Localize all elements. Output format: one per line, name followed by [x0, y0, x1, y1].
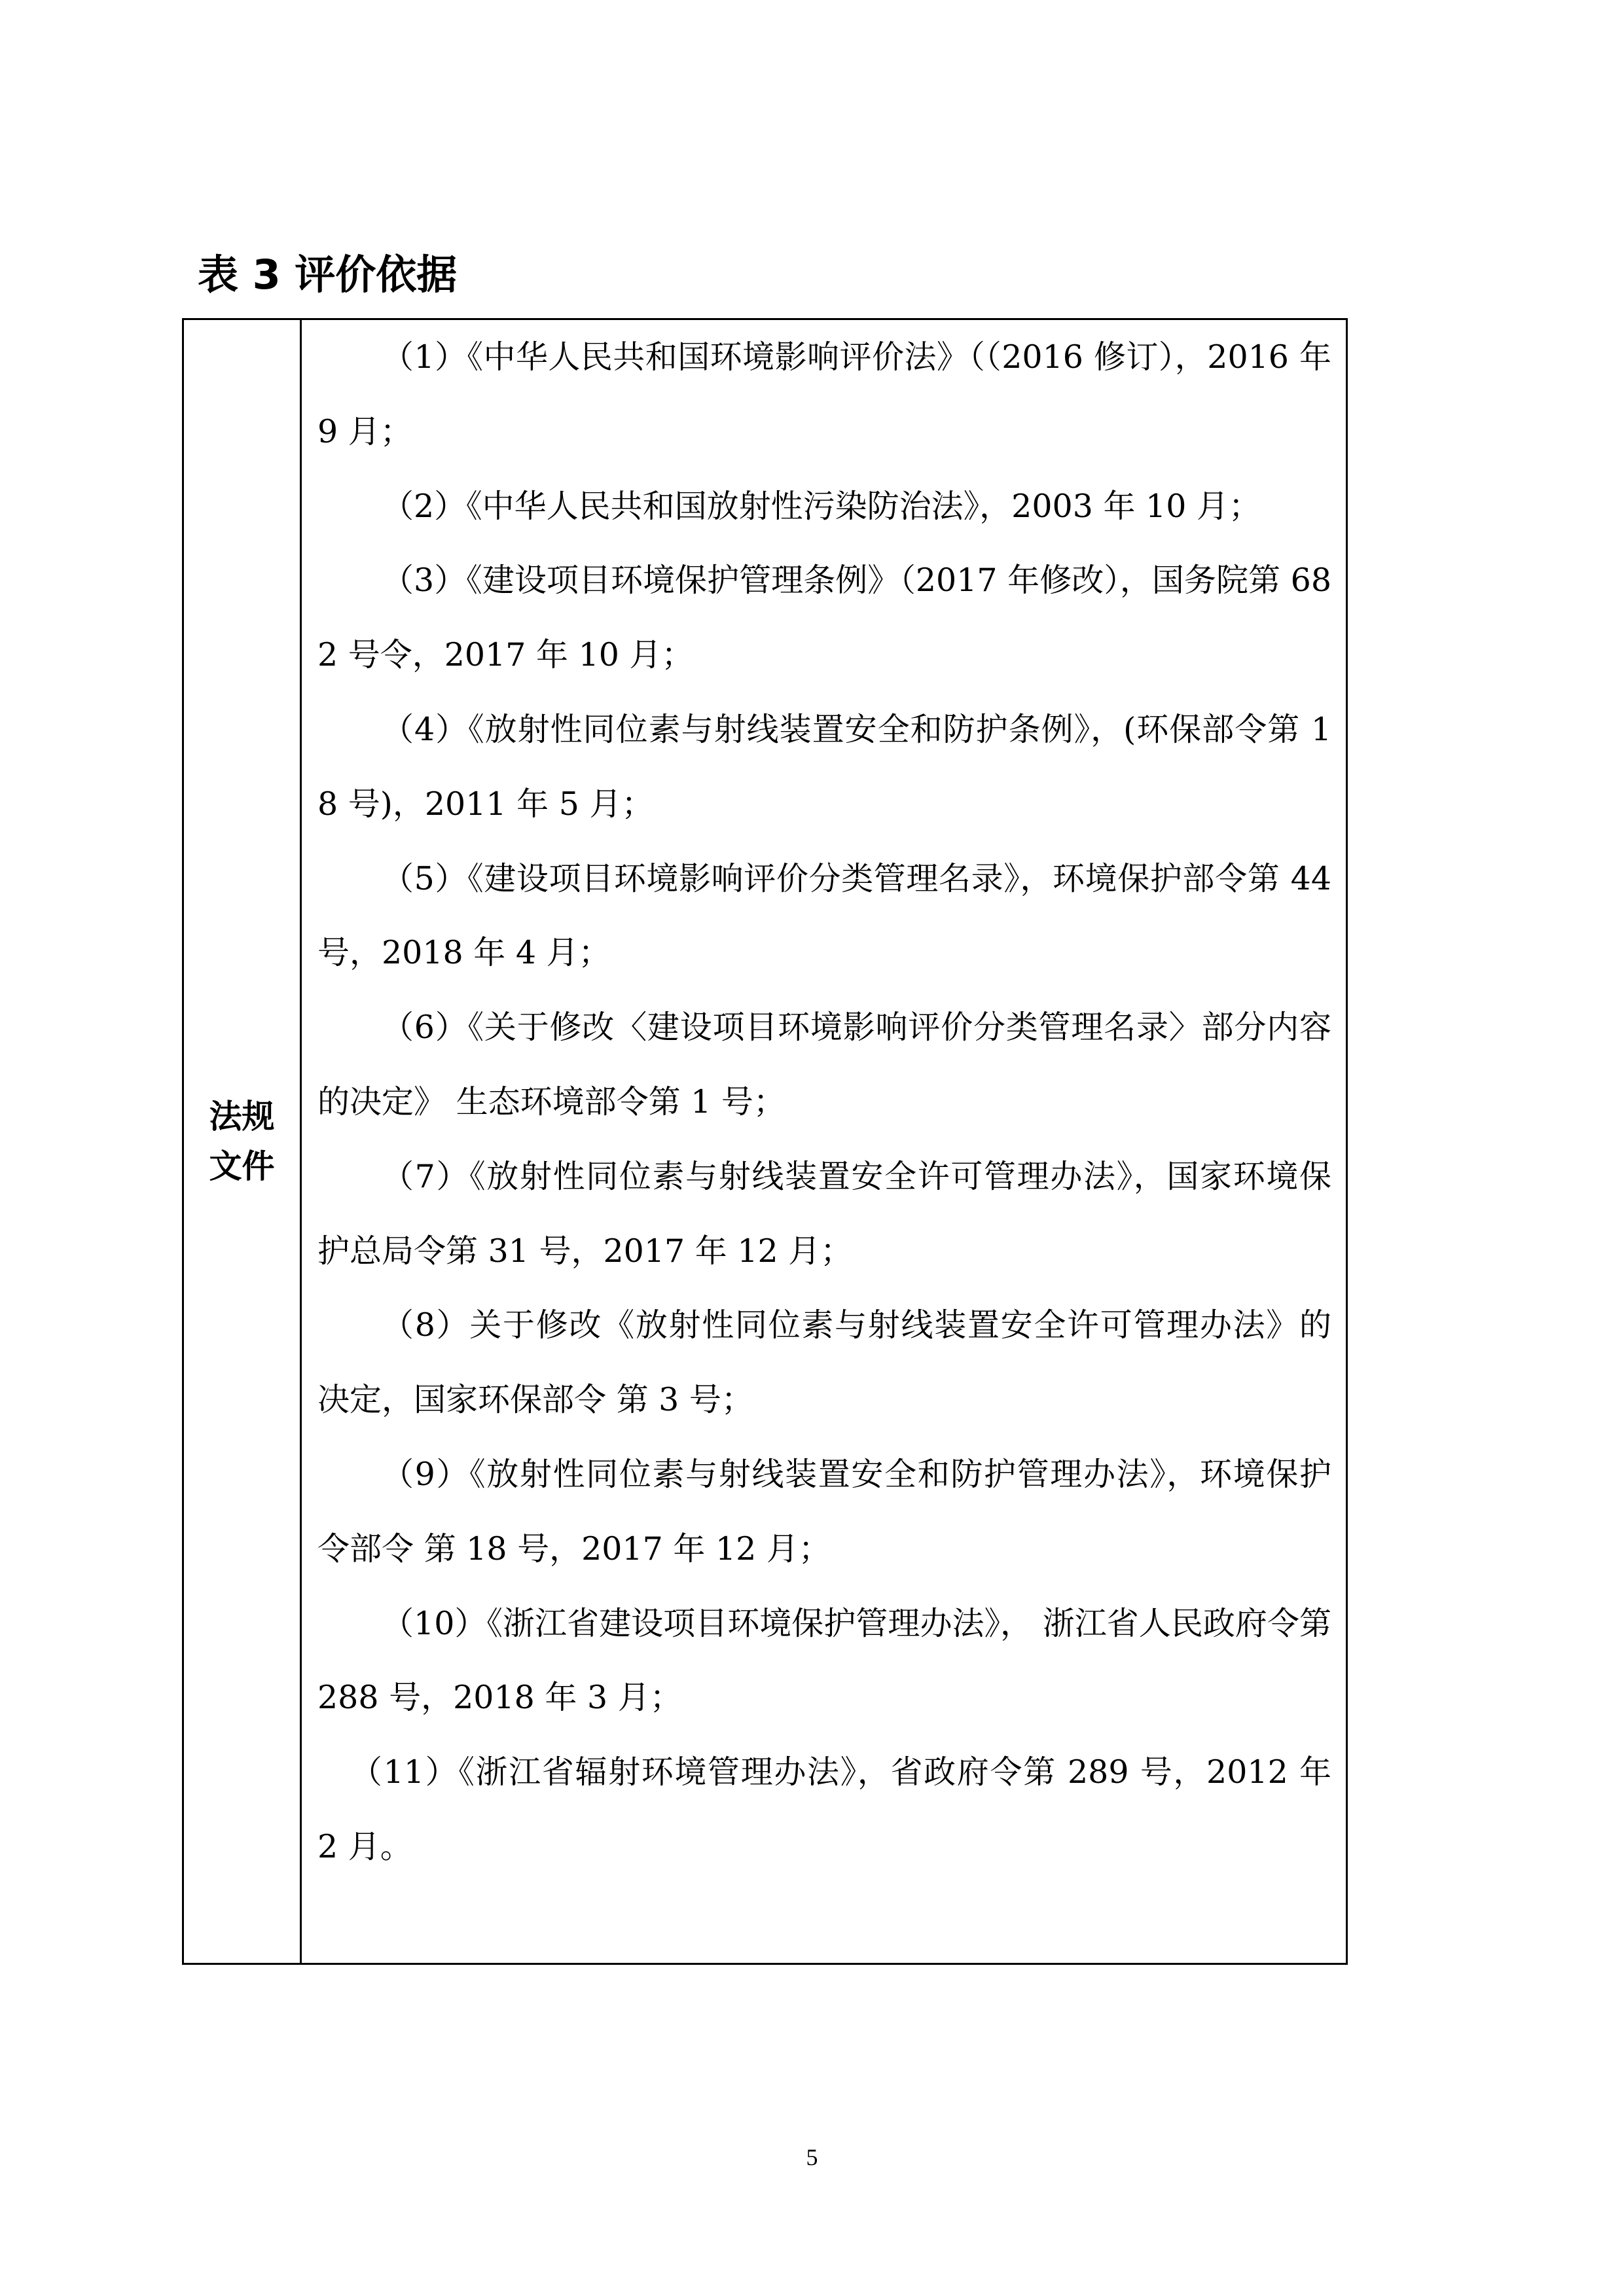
regulation-item-2: （2）《中华人民共和国放射性污染防治法》，2003 年 10 月； [382, 487, 1261, 525]
regulation-item-5: （5）《建设项目环境影响评价分类管理名录》，环境保护部令第 44 号，2018 年 4 月； [317, 859, 1331, 972]
regulation-item-3: （3）《建设项目环境保护管理条例》（2017 年修改），国务院第 682 号令，2017 年 10 月； [317, 562, 1331, 674]
regulation-item-9: （9）《放射性同位素与射线装置安全和防护管理办法》，环境保护令部令 第 18 号，2017 年 12 月； [317, 1455, 1331, 1568]
category-label: 法规文件 [209, 1098, 275, 1185]
regulations-cell [302, 320, 1346, 1963]
regulation-item-7: （7）《放射性同位素与射线装置安全许可管理办法》，国家环境保护总局令第 31 号，2017 年 12 月； [317, 1157, 1331, 1270]
regulation-item-4: （4）《放射性同位素与射线装置安全和防护条例》，(环保部令第 18 号)，2011 年 5 月； [317, 710, 1331, 823]
regulation-item-1: （1）《中华人民共和国环境影响评价法》（（2016 修订），2016 年 9 月； [317, 338, 1331, 450]
page-title: 表 3 评价依据 [198, 251, 458, 298]
evaluation-basis-table [182, 318, 1348, 1965]
regulation-list [317, 320, 1331, 1884]
page-number: 5 [806, 2144, 818, 2170]
regulation-item-10: （10）《浙江省建设项目环境保护管理办法》， 浙江省人民政府令第 288 号，2018 年 3 月； [317, 1604, 1331, 1717]
category-cell [184, 320, 302, 1963]
regulation-item-8: （8）关于修改《放射性同位素与射线装置安全许可管理办法》的决定，国家环保部令 第 3 号； [317, 1306, 1331, 1419]
regulation-item-6: （6）《关于修改〈建设项目环境影响评价分类管理名录〉部分内容的决定》 生态环境部令第 1 号； [317, 1009, 1331, 1121]
regulation-item-11: （11）《浙江省辐射环境管理办法》，省政府令第 289 号，2012 年 2 月。 [317, 1753, 1331, 1865]
